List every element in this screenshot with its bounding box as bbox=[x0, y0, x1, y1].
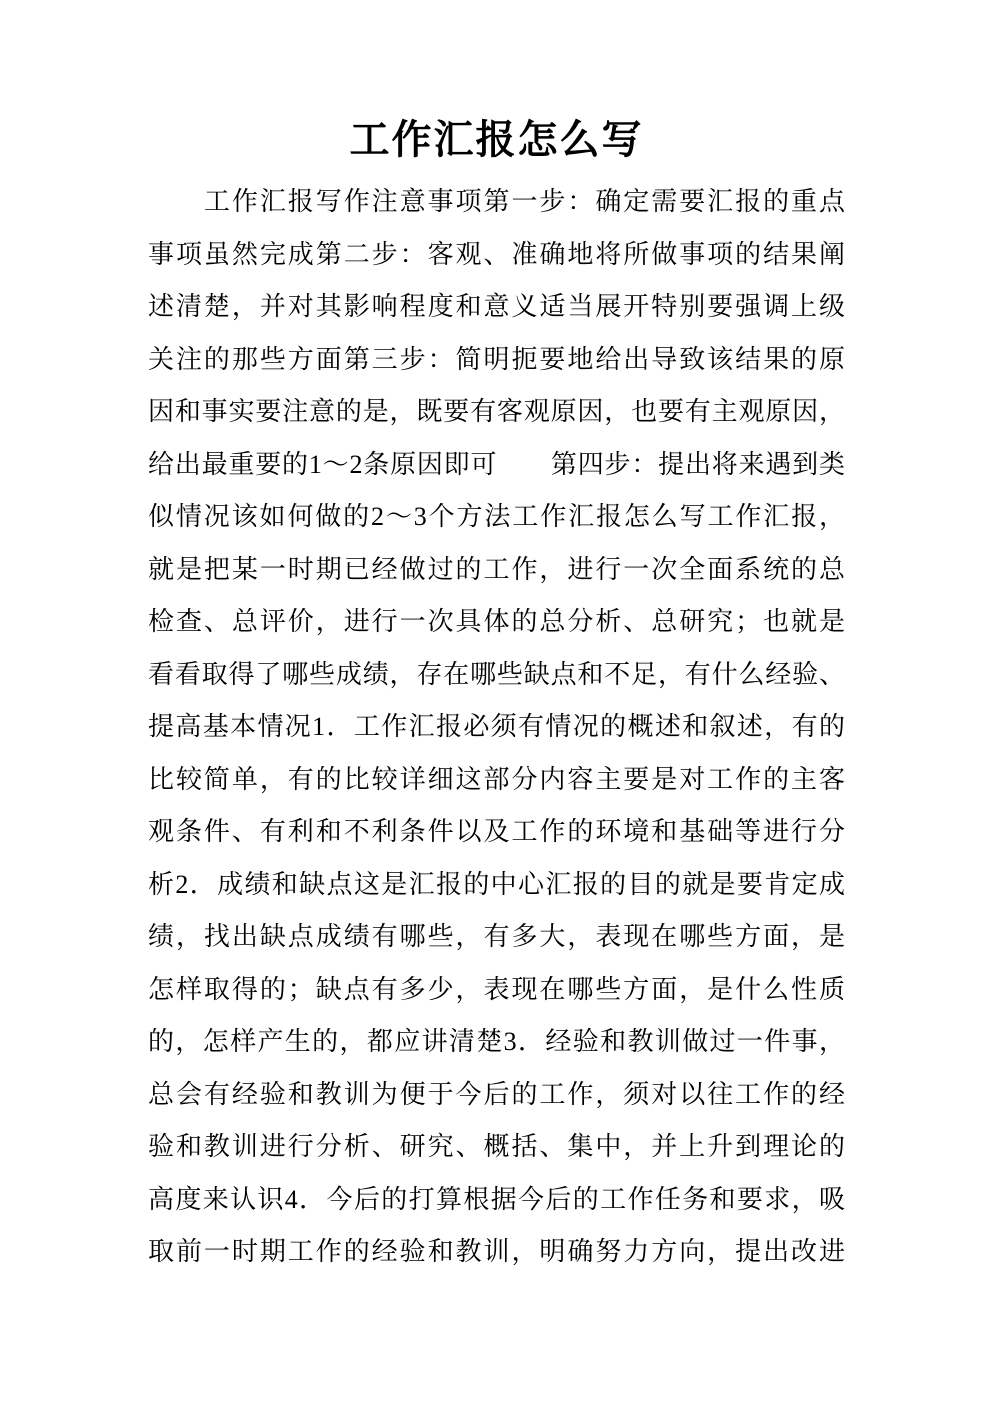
document-body bbox=[148, 176, 845, 1279]
text-line: 检查、总评价，进行一次具体的总分析、总研究；也就是 bbox=[148, 607, 845, 636]
text-line: 高度来认识4．今后的打算根据今后的工作任务和要求，吸 bbox=[148, 1184, 845, 1214]
text-line: 析2．成绩和缺点这是汇报的中心汇报的目的就是要肯定成 bbox=[148, 869, 845, 899]
text-line: 怎样取得的；缺点有多少，表现在哪些方面，是什么性质 bbox=[148, 974, 845, 1004]
text-line: 述清楚，并对其影响程度和意义适当展开特别要强调上级 bbox=[148, 292, 845, 321]
text-line: 看看取得了哪些成绩，存在哪些缺点和不足，有什么经验、 bbox=[148, 659, 845, 689]
text-line: 比较简单，有的比较详细这部分内容主要是对工作的主客 bbox=[148, 764, 845, 794]
text-line: 就是把某一时期已经做过的工作，进行一次全面系统的总 bbox=[148, 554, 845, 584]
text-line: 观条件、有利和不利条件以及工作的环境和基础等进行分 bbox=[148, 817, 845, 846]
text-line: 事项虽然完成第二步：客观、准确地将所做事项的结果阐 bbox=[148, 239, 845, 269]
text-line: 关注的那些方面第三步：简明扼要地给出导致该结果的原 bbox=[148, 344, 845, 374]
text-line: 取前一时期工作的经验和教训，明确努力方向，提出改进 bbox=[148, 1237, 845, 1266]
text-line: 给出最重要的1～2条原因即可 第四步：提出将来遇到类 bbox=[148, 449, 845, 479]
text-line: 因和事实要注意的是，既要有客观原因，也要有主观原因， bbox=[148, 397, 845, 426]
document-title: 工作汇报怎么写 bbox=[349, 117, 644, 162]
text-line: 总会有经验和教训为便于今后的工作，须对以往工作的经 bbox=[148, 1079, 845, 1109]
text-line: 绩，找出缺点成绩有哪些，有多大，表现在哪些方面，是 bbox=[148, 922, 845, 951]
text-line: 提高基本情况1．工作汇报必须有情况的概述和叙述，有的 bbox=[148, 712, 845, 741]
text-line: 的，怎样产生的，都应讲清楚3．经验和教训做过一件事， bbox=[148, 1027, 845, 1056]
text-line: 工作汇报写作注意事项第一步：确定需要汇报的重点 bbox=[148, 187, 845, 216]
text-line: 似情况该如何做的2～3个方法工作汇报怎么写工作汇报， bbox=[148, 502, 845, 531]
text-line: 验和教训进行分析、研究、概括、集中，并上升到理论的 bbox=[148, 1132, 845, 1161]
